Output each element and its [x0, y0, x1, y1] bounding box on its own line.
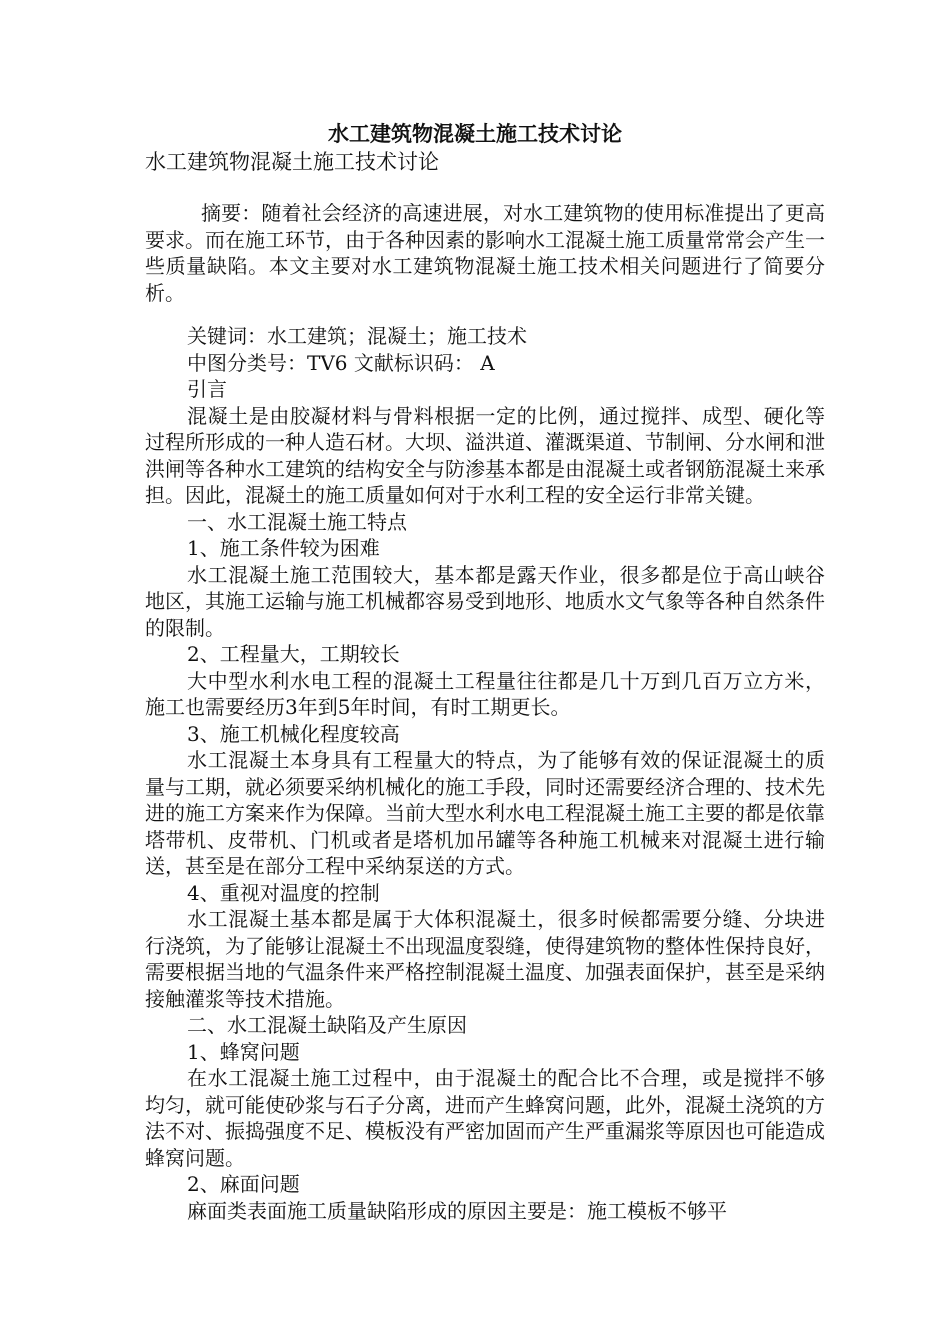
paragraph-1-1: 水工混凝土施工范围较大，基本都是露天作业，很多都是位于高山峡谷地区，其施工运输与施工机械都容易受到地形、地质水文气象等各种自然条件的限制。: [145, 562, 825, 640]
document-subtitle: 水工建筑物混凝土施工技术讨论: [145, 150, 439, 174]
section2-heading: 二、水工混凝土缺陷及产生原因: [187, 1013, 467, 1037]
paragraph-1-2: 大中型水利水电工程的混凝土工程量往往都是几十万到几百万立方米，施工也需要经历3年到5年时间，有时工期更长。: [145, 668, 825, 719]
abstract-paragraph: [145, 200, 825, 306]
subsection-heading-1-3: 3、施工机械化程度较高: [187, 721, 400, 746]
intro-heading: 引言: [187, 377, 227, 401]
subsection-heading-2-1: 1、蜂窝问题: [187, 1039, 300, 1064]
paragraph-2-1: 在水工混凝土施工过程中，由于混凝土的配合比不合理，或是搅拌不够均匀，就可能使砂浆与石子分离，进而产生蜂窝问题，此外，混凝土浇筑的方法不对、振捣强度不足、模板没有严密加固而产生严重漏浆等原因也可能造成蜂窝问题。: [145, 1066, 825, 1170]
paragraph-1-4: 水工混凝土基本都是属于大体积混凝土，很多时候都需要分缝、分块进行浇筑，为了能够让混凝土不出现温度裂缝，使得建筑物的整体性保持良好，需要根据当地的气温条件来严格控制混凝土温度、加强表面保护，甚至是采纳接触灌浆等技术措施。: [145, 907, 825, 1011]
subsection-heading-2-2: 2、麻面问题: [187, 1172, 300, 1196]
section1-heading: 一、水工混凝土施工特点: [187, 509, 407, 534]
paragraph-1-3: 水工混凝土本身具有工程量大的特点，为了能够有效的保证混凝土的质量与工期，就必须要采纳机械化的施工手段，同时还需要经济合理的、技术先进的施工方案来作为保障。当前大型水利水电工程混凝土施工主要的都是依靠塔带机、皮带机、门机或者是塔机加吊罐等各种施工机械来对混凝土进行输送，甚至是在部分工程中采纳泵送的方式。: [145, 748, 825, 878]
classification-line: 中图分类号：TV6 文献标识码： A: [187, 350, 495, 375]
keywords-line: 关键词：水工建筑；混凝土；施工技术: [187, 324, 527, 348]
paragraph-2-2: 麻面类表面施工质量缺陷形成的原因主要是：施工模板不够平: [187, 1198, 727, 1223]
document-title: 水工建筑物混凝土施工技术讨论: [328, 121, 622, 146]
abstract-text: 摘要：随着社会经济的高速进展，对水工建筑物的使用标准提出了更高要求。而在施工环节，由于各种因素的影响水工混凝土施工质量常常会产生一些质量缺陷。本文主要对水工建筑物混凝土施工技术相关问题进行了简要分析。: [145, 201, 825, 305]
body-section: [145, 323, 825, 1224]
subsection-heading-1-4: 4、重视对温度的控制: [187, 880, 380, 905]
subsection-heading-1-2: 2、工程量大，工期较长: [187, 642, 400, 666]
intro-paragraph: 混凝土是由胶凝材料与骨料根据一定的比例，通过搅拌、成型、硬化等过程所形成的一种人造石材。大坝、溢洪道、灌溉渠道、节制闸、分水闸和泄洪闸等各种水工建筑的结构安全与防渗基本都是由混凝土或者钢筋混凝土来承担。因此，混凝土的施工质量如何对于水利工程的安全运行非常关键。: [145, 403, 825, 507]
subsection-heading-1-1: 1、施工条件较为困难: [187, 536, 380, 560]
